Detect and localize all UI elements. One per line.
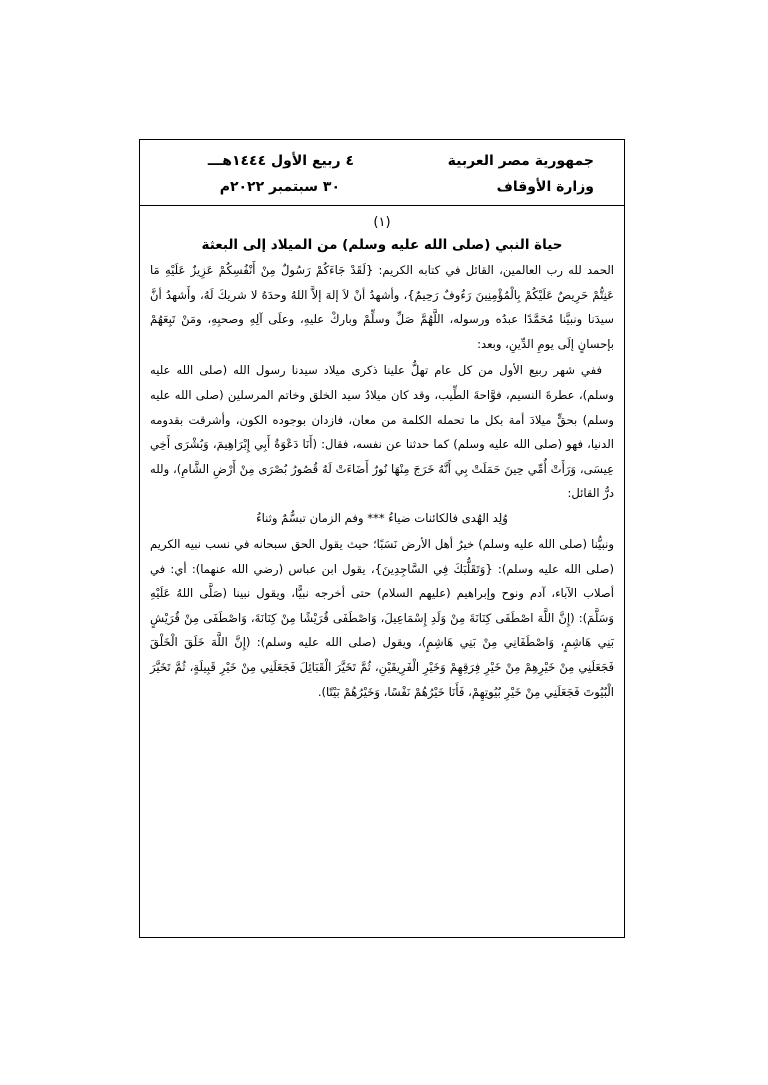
hijri-date: ٤ ربيع الأول ١٤٤٤هـــ — [207, 153, 354, 169]
khutba-number: (١) — [373, 215, 391, 230]
paragraph-lineage: ونبيُّنا (صلى الله عليه وسلم) خيرُ أهل الأرض نَسَبًا؛ حيث يقول الحق سبحانه في نسب نبيه الكريم (صلى الله عليه وسلم): {وَتَقَلُّبَكَ فِي السَّاجِدِينَ}، يقول ابن عباس (رضي الله عنهما): أي: في أصلاب الآباء، آدم ونوح وإبراهيم (عليهم السلام) حتى أخرجه نبيًّا، ويقول نبينا (صَلَّى اللهُ عَلَيْهِ وَسَلَّمَ): (إِنَّ اللَّهَ اصْطَفَى كِنَانَةَ مِنْ وَلَدِ إِسْمَاعِيلَ، وَاصْطَفَى قُرَيْشًا مِنْ كِنَانَةَ، وَاصْطَفَى مِنْ قُرَيْشٍ بَنِي هَاشِمٍ، وَاصْطَفَانِي مِنْ بَنِي هَاشِمٍ)، ويقول (صلى الله عليه وسلم): (إِنَّ اللَّهَ خَلَقَ الْخَلْقَ فَجَعَلَنِي مِنْ خَيْرِهِمْ مِنْ خَيْرِ فِرَقِهِمْ وَخَيْرِ الْفَرِيقَيْنِ، ثُمَّ تَخَيَّرَ الْقَبَائِلَ فَجَعَلَنِي مِنْ خَيْرِ قَبِيلَةٍ، ثُمَّ تَخَيَّرَ الْبُيُوتَ فَجَعَلَنِي مِنْ خَيْرِ بُيُوتِهِمْ، فَأَنَا خَيْرُهُمْ نَفْسًا، وَخَيْرُهُمْ بَيْتًا). — [150, 536, 614, 699]
document-frame — [139, 139, 625, 938]
gregorian-date: ٣٠ سبتمبر ٢٠٢٢م — [219, 179, 340, 195]
poetry-verse: وُلِد الهُدى فالكائنات ضياءُ *** وفم الزمان تبسُّمٌ وثناءُ — [256, 510, 508, 525]
country-name: جمهورية مصر العربية — [447, 153, 594, 169]
paragraph-intro: الحمد لله رب العالمين، القائل في كتابه الكريم: {لَقَدْ جَاءَكُمْ رَسُولٌ مِنْ أَنْفُسِكُمْ عَزِيزٌ عَلَيْهِ مَا عَنِتُّمْ حَرِيصٌ عَلَيْكُمْ بِالْمُؤْمِنِينَ رَءُوفٌ رَحِيمٌ}، وأشهدُ أنْ لاَ إلهَ إلاَّ اللهُ وحدَهُ لا شريكَ لَهُ، وأَشهدُ أنَّ سيدَنا ونبيَّنا مُحَمَّدًا عبدُه ورسوله، اللَّهُمَّ صَلِّ وسلِّمْ وباركْ عليهِ، وعلَى آلِهِ وصحبِهِ، ومَنْ تَبِعَهُمْ بإحسانٍ إلَى يومِ الدِّينِ، وبعد: — [150, 263, 614, 351]
header-issuer — [448, 148, 594, 200]
paragraph-rabi: ففي شهر ربيع الأول من كل عام تهلُّ علينا ذكرى ميلاد سيدنا رسول الله (صلى الله عليه وسلم)، عطرةَ النسيم، فوَّاحةَ الطِّيب، وقد كان ميلادُ سيد الخلق وخاتم المرسلين (صلى الله عليه وسلم) بحقٍّ ميلادَ أمة بكل ما تحمله الكلمة من معان، فازدان بوجوده الكون، وأشرقت بقدومه الدنيا، فهو (صلى الله عليه وسلم) كما حدثنا عن نفسه، فقال: (أَنَا دَعْوَةُ أَبِي إِبْرَاهِيمَ، وَبُشْرَى أَخِي عِيسَى، وَرَأَتْ أُمِّي حِينَ حَمَلَتْ بِي أَنَّهُ خَرَجَ مِنْهَا نُورٌ أَضَاءَتْ لَهُ قُصُورُ بُصْرَى مِنْ أَرْضِ الشَّامِ)، ولله درُّ القائل: — [150, 363, 614, 501]
header-dates — [208, 148, 354, 200]
document-body — [140, 206, 624, 704]
ministry-name: وزارة الأوقاف — [496, 179, 594, 195]
khutba-title: حياة النبي (صلى الله عليه وسلم) من الميلاد إلى البعثة — [201, 237, 563, 253]
document-header — [140, 140, 624, 206]
